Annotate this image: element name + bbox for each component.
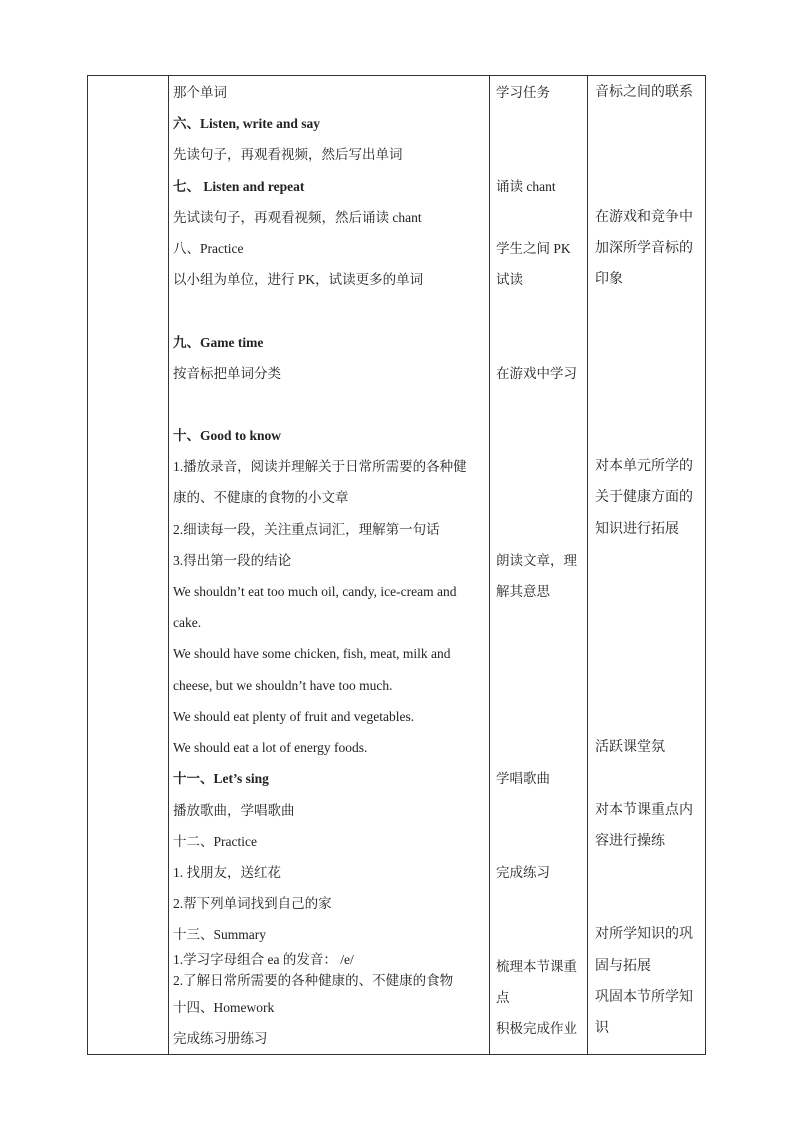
- column-divider: [168, 76, 169, 1054]
- goal-line: 对本节课重点内: [595, 803, 693, 818]
- column-divider: [489, 76, 490, 1054]
- section-heading: 十三、Summary: [173, 927, 266, 942]
- task-line: 梳理本节课重: [496, 959, 577, 974]
- goal-line: 关于健康方面的: [595, 490, 693, 505]
- goal-line: 在游戏和竞争中: [595, 210, 693, 225]
- process-line: 完成练习册练习: [173, 1031, 268, 1046]
- section-heading: 八、Practice: [173, 241, 244, 256]
- goal-line: 知识进行拓展: [595, 522, 679, 537]
- goal-line: 对所学知识的巩: [595, 927, 693, 942]
- section-heading: 九、Game time: [173, 335, 264, 350]
- task-line: 学生之间 PK: [496, 241, 571, 256]
- process-line: We should eat a lot of energy foods.: [173, 740, 368, 755]
- section-heading: 十四、Homework: [173, 1000, 275, 1015]
- goal-line: 对本单元所学的: [595, 459, 693, 474]
- task-line: 学习任务: [496, 85, 550, 100]
- task-line: 试读: [496, 272, 523, 287]
- goal-line: 容进行操练: [595, 834, 665, 849]
- task-line: 完成练习: [496, 865, 550, 880]
- process-line: 3.得出第一段的结论: [173, 553, 292, 568]
- process-line: 1.学习字母组合 ea 的发音： /e/: [173, 952, 354, 967]
- process-line: 按音标把单词分类: [173, 366, 281, 381]
- process-line: We shouldn’t eat too much oil, candy, ice-cream and: [173, 584, 457, 599]
- process-line: 先读句子，再观看视频，然后写出单词: [173, 147, 403, 162]
- process-line: We should eat plenty of fruit and vegetables.: [173, 709, 415, 724]
- section-heading: 七、 Listen and repeat: [173, 179, 305, 194]
- goal-line: 巩固本节所学知: [595, 990, 693, 1005]
- process-line: We should have some chicken, fish, meat, milk and: [173, 646, 451, 661]
- goal-line: 活跃课堂氛: [595, 740, 665, 755]
- task-line: 点: [496, 990, 510, 1005]
- goal-line: 印象: [595, 272, 623, 287]
- process-line: 以小组为单位，进行 PK，试读更多的单词: [173, 272, 424, 287]
- process-line: 2.帮下列单词找到自己的家: [173, 896, 332, 911]
- section-heading: 十一、Let’s sing: [173, 771, 269, 786]
- section-heading: 十二、Practice: [173, 834, 257, 849]
- task-line: 学唱歌曲: [496, 771, 550, 786]
- task-line: 诵读 chant: [496, 179, 556, 194]
- task-line: 解其意思: [496, 584, 550, 599]
- goal-line: 固与拓展: [595, 959, 651, 974]
- goal-line: 识: [595, 1021, 609, 1036]
- goal-line: 音标之间的联系: [595, 85, 693, 100]
- process-line: 1. 找朋友，送红花: [173, 865, 281, 880]
- goal-line: 加深所学音标的: [595, 241, 693, 256]
- process-line: cake.: [173, 615, 202, 630]
- process-line: 2.了解日常所需要的各种健康的、不健康的食物: [173, 973, 454, 988]
- section-heading: 十、Good to know: [173, 428, 282, 443]
- process-line: cheese, but we shouldn’t have too much.: [173, 678, 393, 693]
- process-line: 播放歌曲，学唱歌曲: [173, 803, 295, 818]
- column-divider: [587, 76, 588, 1054]
- process-line: 先试读句子，再观看视频，然后诵读 chant: [173, 210, 422, 225]
- process-line: 2.细读每一段，关注重点词汇，理解第一句话: [173, 522, 440, 537]
- process-line: 1.播放录音，阅读并理解关于日常所需要的各种健: [173, 459, 467, 474]
- task-line: 朗读文章，理: [496, 553, 577, 568]
- process-line: 康的、不健康的食物的小文章: [173, 490, 349, 505]
- process-line: 那个单词: [173, 85, 227, 100]
- task-line: 积极完成作业: [496, 1021, 577, 1036]
- section-heading: 六、Listen, write and say: [173, 116, 321, 131]
- task-line: 在游戏中学习: [496, 366, 577, 381]
